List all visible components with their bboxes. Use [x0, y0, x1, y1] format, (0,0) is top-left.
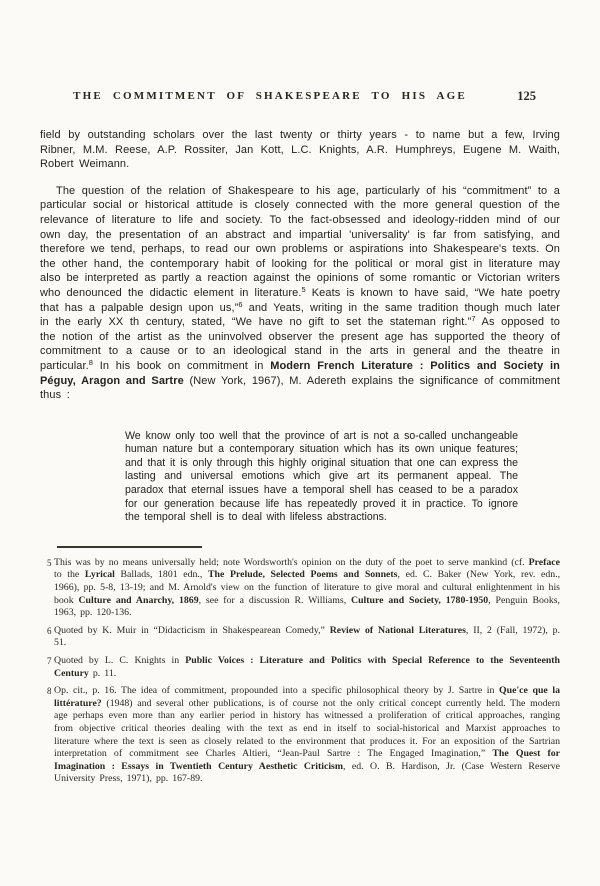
block-quote: We know only too well that the province of art is not a so-called unchangeable human nature but a contemporary situation which has its own unique features; and that it is only through this highly original situation that one can express the lasting and universal emotions which give art its permanent appeal. The paradox that eternal issues have a temporal shell has ceased to be a paradox for our generation because life has repeatedly proved it in practice. To ignore the temporal shell is to deal with lifeless abstractions. [125, 429, 518, 524]
footnote-number: 7 [47, 656, 52, 666]
footnote-5 [40, 557, 560, 620]
footnote-separator [57, 546, 202, 548]
footnote-text: Op. cit., p. 16. The idea of commitment, propounded into a specific philosophical theory by J. Sartre in Que'ce que la littérature? (1948) and several other publications, is of course not the only critical concept currently held. The modern age perhaps even more than any earlier period in history has witnessed a proliferation of critical approaches, ranging from objective critical theories dealing with the text as end in itself to social-historical and Marxist approaches to literature where the text is seen as closely related to the environment that produces it. For an exposition of the Sartrian interpretation of commitment see Charles Altieri, “Jean-Paul Sartre : The Engaged Imagination,” The Quest for Imagination : Essays in Twentieth Century Aesthetic Criticism, ed. O. B. Hardison, Jr. (Case Western Reserve University Press, 1971), pp. 167-89. [54, 685, 561, 785]
paragraph-main: The question of the relation of Shakespeare to his age, particularly of his “commitment” to a particular social or historical attitude is closely connected with the more general question of the relevance of literature to life and society. To the fact-obsessed and ideology-ridden mind of our own day, the presentation of an abstract and impartial 'universality' is far from satisfying, and therefore we tend, perhaps, to read our own problems or aspirations into Shakespeare's texts. On the other hand, the contemporary habit of looking for the political or moral gist in literature may also be interpreted as partly a reaction against the opinions of some romantic or Victorian writers who denounced the didactic element in literature.$^5$ Keats is known to have said, “We hate poetry that has a palpable design upon us,”$^6$ and Yeats, writing in the same tradition though much later in the early XX th century, stated, “We have no gift to set the stateman right.”$^7$ As opposed to the notion of the artist as the uninvolved observer the present age has supported the theory of commitment to a cause or to an ideological stand in the arts in general and the theatre in particular.$^8$ In his book on commitment in Modern French Literature : Politics and Society in Péguy, Aragon and Sartre (New York, 1967), M. Adereth explains the significance of commitment thus : [40, 184, 561, 402]
footnote-6 [40, 625, 560, 650]
footnote-number: 6 [47, 625, 52, 636]
footnote-7 [40, 655, 560, 680]
page-content [40, 128, 560, 791]
running-head [40, 90, 560, 106]
footnote-number: 5 [47, 557, 52, 568]
footnote-text: Quoted by L. C. Knights in Public Voices : Literature and Politics with Special Reference to the Seventeenth Century p. 11. [54, 655, 560, 679]
footnote-text: This was by no means universally held; note Wordsworth's opinion on the duty of the poet to serve mankind (cf. Preface to the Lyrical Ballads, 1801 edn., The Prelude, Selected Poems and Sonnets, ed. C. Baker (New York, rev. edn., 1966), pp. 5-8, 13-19; and M. Arnold's view on the function of literature to give moral and cultural enlightenment in his book Culture and Anarchy, 1869, see for a discussion R. Williams, Culture and Society, 1780-1950, Penguin Books, 1963, pp. 120-136. [54, 556, 561, 619]
page-header-title: THE COMMITMENT OF SHAKESPEARE TO HIS AGE [73, 90, 467, 102]
paragraph-continuation: field by outstanding scholars over the last twenty or thirty years - to name but a few, Irving Ribner, M.M. Reese, A.P. Rossiter, Jan Kott, L.C. Knights, A.R. Humphreys, Eugene M. Waith, Robert Weimann. [40, 129, 560, 171]
footnote-number: 8 [47, 686, 52, 697]
page-number: 125 [517, 89, 536, 103]
footnote-text: Quoted by K. Muir in “Didacticism in Shakespearean Comedy,” Review of National Literatures, II, 2 (Fall, 1972), p. 51. [54, 624, 560, 649]
footnote-8 [40, 685, 560, 786]
footnotes-section [40, 557, 560, 786]
